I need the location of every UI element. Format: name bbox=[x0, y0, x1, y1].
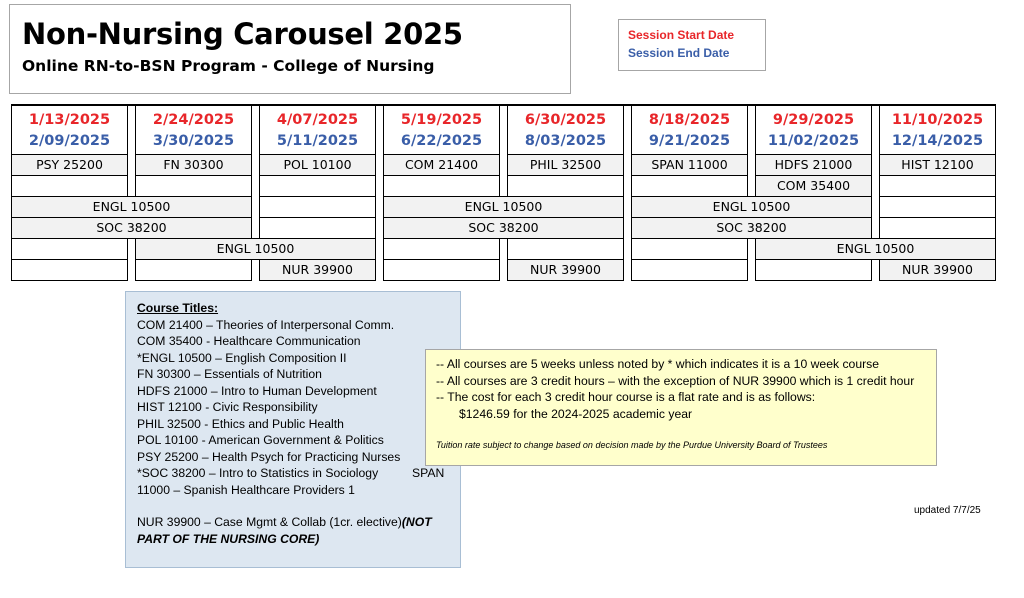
course-cell: POL 10100 bbox=[260, 154, 376, 175]
course-cell: NUR 39900 bbox=[260, 259, 376, 280]
session-dates-row bbox=[12, 105, 996, 154]
nur-course-title: NUR 39900 – Case Mgmt & Collab (1cr. elective) bbox=[137, 515, 402, 529]
session-1-dates: 1/13/2025 2/09/2025 bbox=[12, 105, 128, 154]
empty-cell bbox=[508, 238, 624, 259]
note-line: -- All courses are 3 credit hours – with the exception of NUR 39900 which is 1 credit hour bbox=[436, 373, 915, 388]
empty-cell bbox=[384, 175, 500, 196]
course-row bbox=[12, 259, 996, 280]
course-cell: PHIL 32500 bbox=[508, 154, 624, 175]
empty-cell bbox=[508, 175, 624, 196]
empty-cell bbox=[880, 175, 996, 196]
updated-date: updated 7/7/25 bbox=[914, 505, 981, 516]
session-6-dates: 8/18/2025 9/21/2025 bbox=[632, 105, 748, 154]
course-title-line: FN 30300 – Essentials of Nutrition bbox=[137, 367, 322, 381]
page-title: Non-Nursing Carousel 2025 bbox=[22, 17, 463, 51]
empty-cell bbox=[880, 217, 996, 238]
note-line: -- All courses are 5 weeks unless noted by * which indicates it is a 10 week course bbox=[436, 357, 880, 371]
course-title-line: POL 10100 - American Government & Politics bbox=[137, 433, 384, 447]
empty-cell bbox=[632, 238, 748, 259]
course-cell: COM 35400 bbox=[756, 175, 872, 196]
session-7-dates: 9/29/2025 11/02/2025 bbox=[756, 105, 872, 154]
nur-course-line bbox=[137, 514, 437, 547]
course-cell: NUR 39900 bbox=[508, 259, 624, 280]
course-title-line: PHIL 32500 - Ethics and Public Health bbox=[137, 416, 344, 431]
course-row bbox=[12, 154, 996, 175]
course-cell: ENGL 10500 bbox=[756, 238, 996, 259]
course-cell: NUR 39900 bbox=[880, 259, 996, 280]
course-cell: ENGL 10500 bbox=[12, 196, 252, 217]
course-title-line: HIST 12100 - Civic Responsibility bbox=[137, 400, 318, 414]
session-5-dates: 6/30/2025 8/03/2025 bbox=[508, 105, 624, 154]
course-row bbox=[12, 175, 996, 196]
empty-cell bbox=[136, 259, 252, 280]
legend bbox=[618, 19, 766, 71]
course-title-line: 11000 – Spanish Healthcare Providers 1 bbox=[137, 482, 355, 497]
empty-cell bbox=[260, 175, 376, 196]
course-cell: HIST 12100 bbox=[880, 154, 996, 175]
course-row bbox=[12, 196, 996, 217]
course-cell: ENGL 10500 bbox=[632, 196, 872, 217]
session-4-dates: 5/19/2025 6/22/2025 bbox=[384, 105, 500, 154]
course-cell: ENGL 10500 bbox=[136, 238, 376, 259]
course-title-line: COM 35400 - Healthcare Communication bbox=[137, 334, 361, 348]
course-title-line: *ENGL 10500 – English Composition II bbox=[137, 350, 347, 365]
empty-cell bbox=[384, 238, 500, 259]
course-title-line: *SOC 38200 – Intro to Statistics in Sociology SPAN bbox=[137, 466, 445, 480]
empty-cell bbox=[384, 259, 500, 280]
tuition-disclaimer: Tuition rate subject to change based on decision made by the Purdue University Board of Trustees bbox=[436, 440, 828, 450]
course-row bbox=[12, 238, 996, 259]
empty-cell bbox=[632, 175, 748, 196]
empty-cell bbox=[260, 217, 376, 238]
course-titles-box bbox=[125, 291, 461, 568]
empty-cell bbox=[260, 196, 376, 217]
title-box bbox=[9, 4, 571, 94]
legend-start-label: Session Start Date bbox=[628, 28, 735, 42]
nur-course-note: (NOT PART OF THE NURSING CORE) bbox=[137, 515, 432, 546]
page-subtitle: Online RN-to-BSN Program - College of Nursing bbox=[22, 57, 435, 75]
notes-box bbox=[425, 349, 937, 466]
course-cell: COM 21400 bbox=[384, 154, 500, 175]
empty-cell bbox=[136, 175, 252, 196]
course-cell: ENGL 10500 bbox=[384, 196, 624, 217]
course-cell: SPAN 11000 bbox=[632, 154, 748, 175]
empty-cell bbox=[756, 259, 872, 280]
course-titles-heading: Course Titles: bbox=[137, 301, 219, 315]
course-cell: PSY 25200 bbox=[12, 154, 128, 175]
course-title-line: PSY 25200 – Health Psych for Practicing Nurses bbox=[137, 449, 401, 464]
course-cell: SOC 38200 bbox=[12, 217, 252, 238]
course-cell: FN 30300 bbox=[136, 154, 252, 175]
empty-cell bbox=[880, 196, 996, 217]
empty-cell bbox=[12, 259, 128, 280]
session-8-dates: 11/10/2025 12/14/2025 bbox=[880, 105, 996, 154]
course-cell: SOC 38200 bbox=[384, 217, 624, 238]
tuition-amount: $1246.59 for the 2024-2025 academic year bbox=[459, 406, 693, 421]
course-title-line: COM 21400 – Theories of Interpersonal Comm. bbox=[137, 317, 395, 332]
legend-end-label: Session End Date bbox=[628, 46, 730, 60]
course-cell: SOC 38200 bbox=[632, 217, 872, 238]
session-2-dates: 2/24/2025 3/30/2025 bbox=[136, 105, 252, 154]
course-row bbox=[12, 217, 996, 238]
course-title-line: HDFS 21000 – Intro to Human Development bbox=[137, 383, 377, 398]
session-3-dates: 4/07/2025 5/11/2025 bbox=[260, 105, 376, 154]
empty-cell bbox=[632, 259, 748, 280]
empty-cell bbox=[12, 238, 128, 259]
note-line: -- The cost for each 3 credit hour course is a flat rate and is as follows: bbox=[436, 390, 816, 404]
schedule-grid bbox=[11, 104, 996, 281]
empty-cell bbox=[12, 175, 128, 196]
course-cell: HDFS 21000 bbox=[756, 154, 872, 175]
